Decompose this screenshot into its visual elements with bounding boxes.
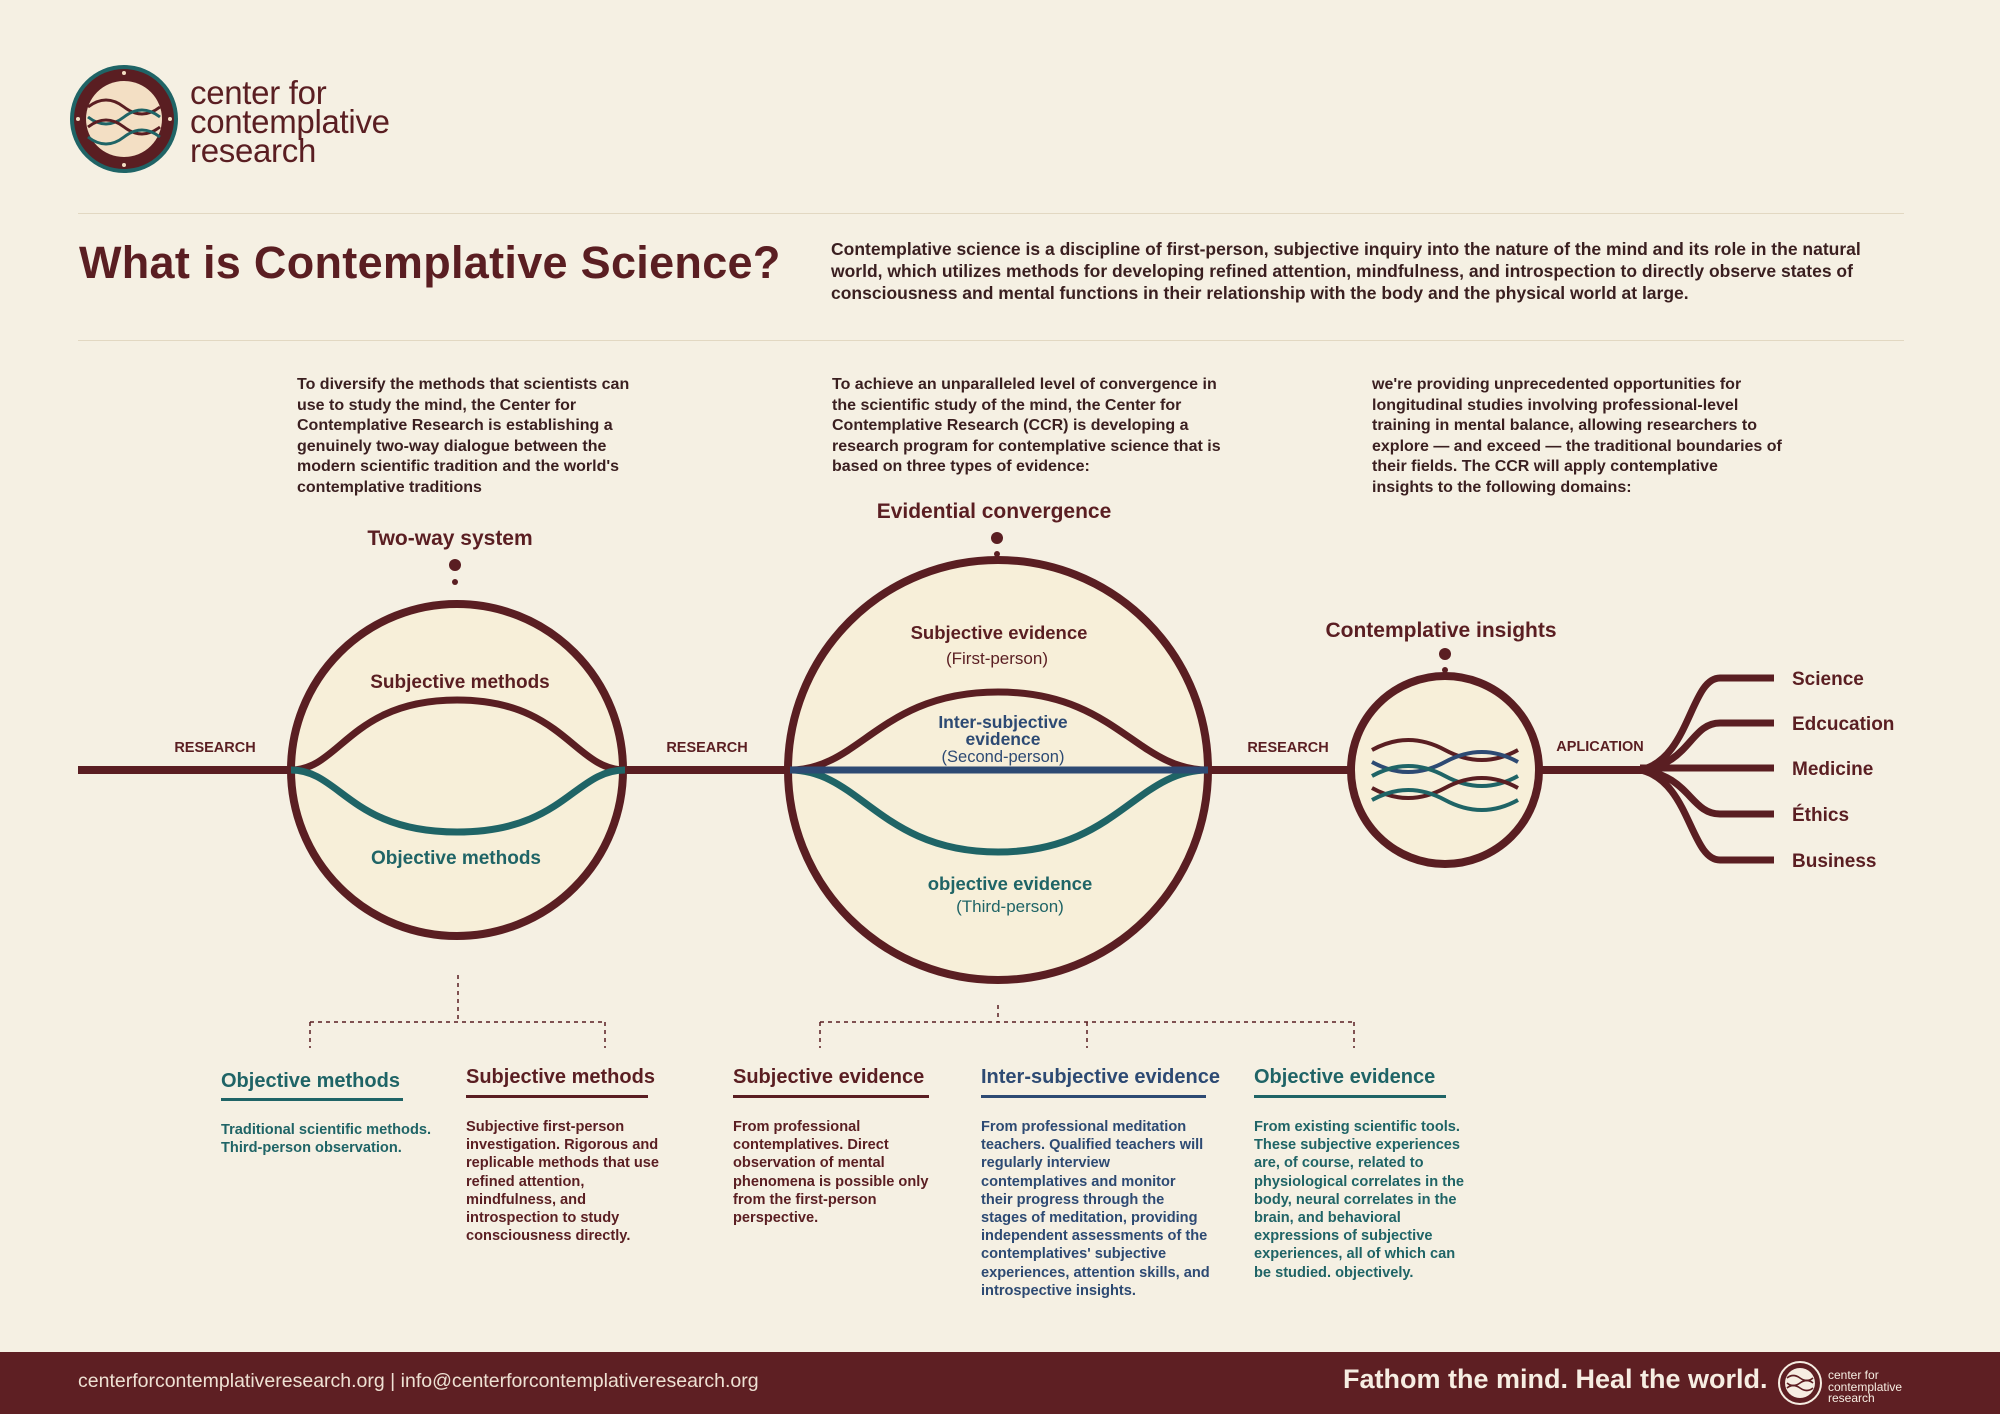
logo-wordmark: center for contemplative research [190, 74, 390, 169]
objective-methods-label: Objective methods [371, 848, 541, 869]
first-person-label: (First-person) [945, 649, 1049, 668]
research-label-2: RESEARCH [666, 740, 748, 756]
para-insights: we're providing unprecedented opportunities for longitudinal studies involving professional-level training in mental balance, allowing researchers to explore — and exceed — the traditional boundaries of their fields. The CCR will apply contemplative insights to the following domains: [1372, 376, 1782, 496]
para-evidential: To achieve an unparalleled level of convergence in the scientific study of the mind, the Center for Contemplative Research (CCR) is developing a research program for contemplative science that is based on three types of evidence: [832, 376, 1221, 475]
column-title: Objective methods [221, 1070, 400, 1092]
inter-subjective-label-2: evidence [965, 729, 1041, 749]
column-body: Subjective first-person investigation. Rigorous and replicable methods that use refined attention, mindfulness, and introspection to study consciousness directly. [466, 1119, 660, 1245]
inter-subjective-label-1: Inter-subjective [938, 712, 1068, 732]
subjective-evidence-label: Subjective evidence [910, 622, 1088, 643]
dashed-connectors [310, 975, 1354, 1048]
footer-links[interactable]: centerforcontemplativeresearch.org | info@centerforcontemplativeresearch.org [78, 1370, 759, 1392]
research-label-1: RESEARCH [174, 740, 256, 756]
column-underline [733, 1095, 929, 1098]
column-body: From professional meditation teachers. Qualified teachers will regularly interview contemplatives and monitor their progress through the stages of meditation, providing independent assessments of the contemplatives' subjective experiences, attention skills, and introspective insights. [981, 1119, 1210, 1299]
insights-title: Contemplative insights [1325, 619, 1557, 642]
research-label-3: RESEARCH [1247, 740, 1329, 756]
column-underline [1254, 1095, 1446, 1098]
page-title: What is Contemplative Science? [79, 237, 781, 288]
column-underline [221, 1098, 403, 1101]
footer-bar [0, 1352, 2000, 1414]
column-body: From professional contemplatives. Direct observation of mental phenomena is possible only from the first-person perspective. [733, 1119, 929, 1227]
two-way-title: Two-way system [367, 527, 533, 550]
third-person-label: (Third-person) [956, 897, 1064, 916]
column-underline [466, 1095, 648, 1098]
domain-business: Business [1792, 851, 1877, 872]
column-body: From existing scientific tools. These subjective experiences are, of course, related to physiological correlates in the body, neural correlates in the brain, and behavioral expressions of subjective experiences, all of which can be studied. objectively. [1254, 1119, 1465, 1281]
para-two-way: To diversify the methods that scientists can use to study the mind, the Center for Contemplative Research is establishing a genuinely two-way dialogue between the modern scientific tradition and the world's contemplative traditions [297, 376, 630, 496]
intro-text: Contemplative science is a discipline of first-person, subjective inquiry into the nature of the mind and its role in the natural world, which utilizes methods for developing refined attention, mindfulness, and introspection to directly observe states of consciousness and mental functions in their relationship with the body and the physical world at large. [831, 239, 1861, 303]
subjective-methods-label: Subjective methods [370, 672, 550, 693]
domain-ethics: Éthics [1792, 805, 1850, 826]
domain-education: Edcucation [1792, 714, 1895, 735]
evidential-title: Evidential convergence [876, 500, 1112, 523]
branch-education [1640, 723, 1774, 770]
column-title: Subjective methods [466, 1066, 655, 1088]
column-title: Subjective evidence [733, 1066, 925, 1088]
footer-tagline: Fathom the mind. Heal the world. [1343, 1364, 1768, 1394]
column-body: Traditional scientific methods. Third-person observation. [221, 1122, 432, 1157]
footer-logo-wordmark: center for contemplative research [1828, 1368, 1903, 1405]
column-title: Inter-subjective evidence [981, 1066, 1220, 1088]
column-subjective-evidence [733, 1066, 938, 1227]
domain-science: Science [1792, 669, 1864, 690]
column-subjective-methods [466, 1066, 676, 1245]
insights-circle [1351, 676, 1539, 864]
column-objective-evidence [1254, 1066, 1469, 1282]
footer-logo-icon [1777, 1360, 1823, 1406]
column-objective-methods [221, 1070, 451, 1157]
column-title: Objective evidence [1254, 1066, 1436, 1088]
domain-medicine: Medicine [1792, 759, 1874, 780]
two-way-circle [291, 604, 623, 936]
objective-evidence-label: objective evidence [927, 873, 1093, 894]
column-underline [981, 1095, 1206, 1098]
application-label: APLICATION [1556, 739, 1644, 755]
column-inter-subjective-evidence [981, 1066, 1220, 1300]
second-person-label: (Second-person) [941, 748, 1065, 766]
